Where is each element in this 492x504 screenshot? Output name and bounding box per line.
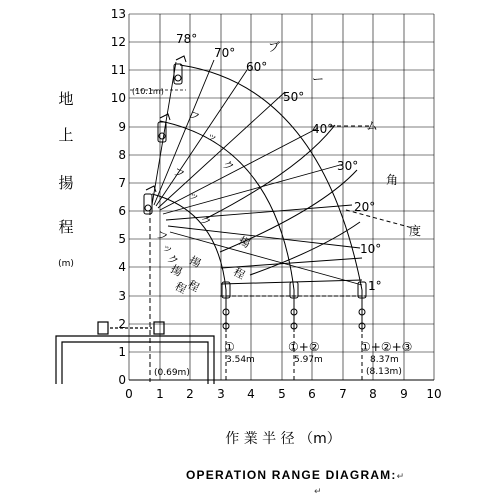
hook-char: 程: [185, 277, 202, 295]
y-tick: 7: [118, 176, 126, 190]
y-tick: 9: [118, 120, 126, 134]
hook-char: 揚: [236, 234, 253, 251]
x-tick: 6: [308, 387, 316, 401]
y-tick: 6: [118, 204, 126, 218]
hook-char: フ: [170, 164, 187, 182]
hook-char: ク: [197, 212, 214, 230]
y-axis-title-char: 揚: [58, 174, 74, 192]
y-axis-title-char: 上: [58, 126, 74, 144]
lift-line: [221, 258, 362, 268]
outrigger-pad: [98, 322, 108, 334]
hook-char: ッ: [159, 239, 176, 257]
y-tick: 5: [118, 232, 126, 246]
x-tick: 3: [217, 387, 225, 401]
x-tick: 8: [369, 387, 377, 401]
boom-section-1-label: ①: [224, 340, 235, 354]
legend-char: ブ: [268, 40, 281, 54]
y-tick: 3: [118, 289, 126, 303]
y-axis-title: [58, 90, 74, 269]
angle-label-40: 40°: [312, 122, 334, 136]
caption-return-mark: ↵: [396, 471, 406, 481]
angle-label-70: 70°: [214, 46, 236, 60]
x-tick-labels: [125, 387, 441, 401]
boom-section-1-radius: 3.54m: [226, 355, 255, 365]
hook-char: ク: [220, 157, 237, 175]
diagram-caption: [186, 468, 405, 482]
y-tick: 13: [110, 7, 126, 21]
hook-char: 揚: [168, 262, 185, 280]
boom-section-3-radius: 8.37m: [370, 355, 399, 365]
boom-section-2-label: ①+②: [288, 340, 320, 354]
boom-section-3-label: ①+②+③: [360, 340, 413, 354]
hook-char: ッ: [204, 128, 221, 146]
y-axis-title-char: 程: [58, 218, 74, 236]
boom-section-labels: [224, 340, 412, 377]
y-tick: 11: [110, 63, 126, 77]
x-tick: 10: [426, 387, 442, 401]
hook-char: 程: [231, 265, 248, 282]
angle-label-10: 10°: [360, 242, 382, 256]
x-tick: 9: [400, 387, 408, 401]
marker-0-69-label: (0.69m): [154, 368, 190, 378]
legend-char: ム: [366, 119, 379, 133]
marker-10-1-label: (10.1m): [132, 87, 164, 96]
y-tick: 2: [118, 317, 126, 331]
paragraph-mark: ↵: [314, 487, 322, 497]
hook-path-labels: [127, 108, 302, 297]
caption-text: OPERATION RANGE DIAGRAM:: [186, 468, 397, 482]
x-tick: 7: [339, 387, 347, 401]
y-tick: 1: [118, 345, 126, 359]
hook-char: 程: [172, 279, 189, 297]
x-axis-title: 作 業 半 径 （m）: [225, 431, 341, 447]
x-tick: 5: [278, 387, 286, 401]
x-tick: 2: [186, 387, 194, 401]
legend-char: 角: [386, 173, 399, 187]
hook-char: ク: [164, 251, 181, 269]
angle-label-1: 1°: [368, 279, 382, 293]
angle-label-50: 50°: [283, 90, 305, 104]
boom-section-2-radius: 5.97m: [294, 355, 323, 365]
marker-10-1: [130, 87, 186, 96]
y-tick: 12: [110, 35, 126, 49]
lower-hook-blocks: [220, 282, 366, 332]
y-axis-title-char: 地: [58, 90, 74, 108]
legend-char: ー: [312, 72, 325, 86]
upper-hook-blocks: [144, 56, 186, 214]
y-tick: 10: [110, 91, 126, 105]
hook-char: フ: [153, 227, 170, 245]
angle-label-20: 20°: [354, 200, 376, 214]
x-tick: 4: [247, 387, 255, 401]
hook-char: ッ: [186, 187, 202, 205]
x-tick: 1: [156, 387, 164, 401]
x-tick: 0: [125, 387, 133, 401]
outer-range-arc: [180, 65, 362, 290]
y-tick-labels: [111, 7, 126, 387]
legend-char: 度: [409, 224, 422, 238]
y-tick: 8: [118, 148, 126, 162]
hook-char: 揚: [187, 253, 203, 271]
y-axis-unit: (m): [58, 259, 74, 269]
hook-char: フ: [185, 107, 202, 125]
angle-label-60: 60°: [246, 60, 268, 74]
hook-block-sheave: [175, 75, 181, 81]
y-tick: 0: [118, 373, 126, 387]
angle-label-30: 30°: [337, 159, 359, 173]
angle-label-78: 78°: [176, 32, 198, 46]
boom-section-3-radius-alt: (8.13m): [366, 367, 402, 377]
angle-pointers: [330, 126, 420, 230]
hook-path-middle: [127, 164, 248, 295]
y-tick: 4: [118, 260, 126, 274]
